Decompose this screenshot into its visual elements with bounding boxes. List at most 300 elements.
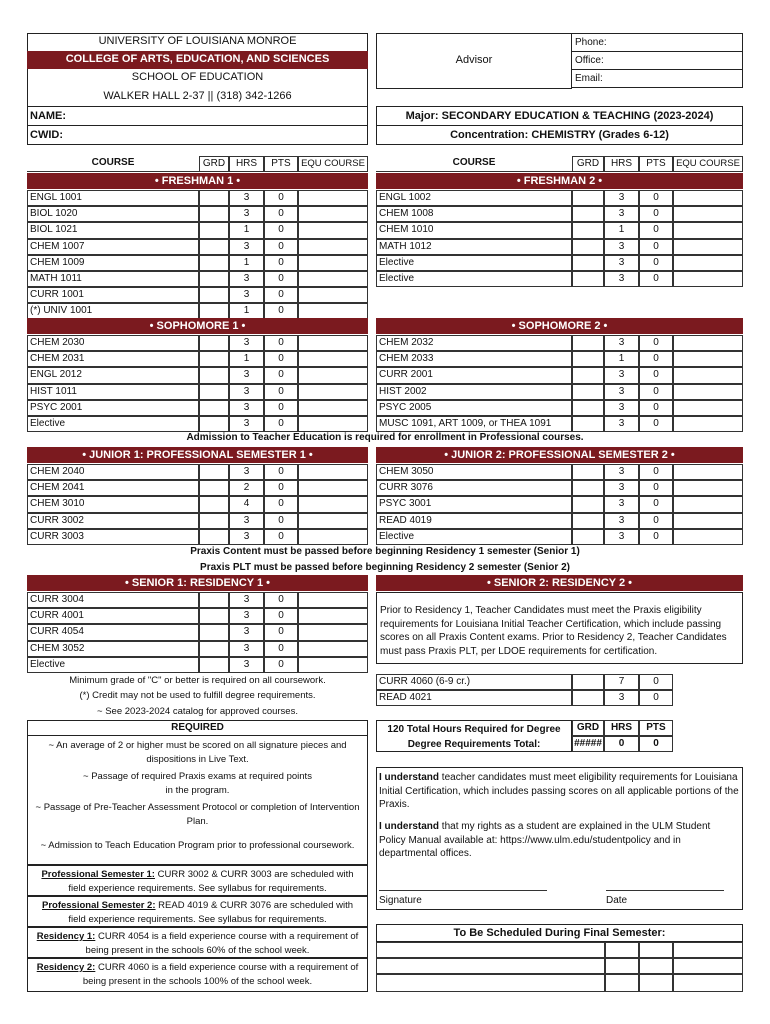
equivalent-course-cell[interactable] [673, 529, 743, 545]
course-name: MATH 1011 [27, 271, 199, 287]
grade-cell[interactable] [199, 271, 229, 287]
hours-cell: 3 [604, 335, 639, 351]
course-name: CHEM 2032 [376, 335, 572, 351]
points-cell: 0 [639, 222, 673, 238]
points-cell: 0 [264, 367, 298, 383]
equivalent-course-cell[interactable] [673, 400, 743, 416]
equivalent-course-cell[interactable] [673, 513, 743, 529]
hours-cell: 3 [604, 496, 639, 512]
points-cell: 0 [264, 496, 298, 512]
equivalent-course-cell[interactable] [673, 255, 743, 271]
equivalent-course-cell[interactable] [298, 641, 368, 657]
points-cell: 0 [639, 271, 673, 287]
points-cell: 0 [264, 529, 298, 545]
sophomore2-banner: • SOPHOMORE 2 • [376, 318, 743, 334]
grade-cell[interactable] [572, 190, 604, 206]
course-name: CURR 2001 [376, 367, 572, 383]
grade-cell[interactable] [572, 351, 604, 367]
course-name: CURR 3002 [27, 513, 199, 529]
points-cell: 0 [264, 239, 298, 255]
course-name: CURR 4001 [27, 608, 199, 624]
course-name: ENGL 2012 [27, 367, 199, 383]
understand-bold-2: I understand [379, 821, 440, 832]
course-name: READ 4019 [376, 513, 572, 529]
senior2-info-text: Prior to Residency 1, Teacher Candidates must meet the Praxis eligibility requirements for Louisiana Initial Teacher Certification, which include passing scores on all Praxis Content exams. Prior to Residency 2, Teacher Candidates must pass Praxis PLT, per LDOE requirements for certification. [380, 605, 727, 657]
equivalent-course-cell[interactable] [673, 271, 743, 287]
college-name: COLLEGE OF ARTS, EDUCATION, AND SCIENCES [27, 51, 368, 69]
hours-cell: 3 [229, 641, 264, 657]
hours-cell: 3 [229, 657, 264, 673]
grade-cell[interactable] [199, 657, 229, 673]
equivalent-course-cell[interactable] [673, 384, 743, 400]
grade-cell[interactable] [199, 206, 229, 222]
equivalent-course-cell[interactable] [298, 351, 368, 367]
hours-cell: 1 [604, 351, 639, 367]
phone-label: Phone: [575, 37, 607, 48]
final-course-cell[interactable] [376, 974, 605, 992]
catalog-note: ~ See 2023-2024 catalog for approved courses. [97, 706, 298, 717]
grade-cell[interactable] [572, 367, 604, 383]
understand-praxis [379, 771, 739, 812]
course-name: Elective [27, 657, 199, 673]
points-cell: 0 [264, 400, 298, 416]
equivalent-course-cell[interactable] [298, 271, 368, 287]
final-course-cell[interactable] [376, 942, 605, 958]
hours-cell: 3 [229, 335, 264, 351]
points-cell: 0 [639, 335, 673, 351]
grade-cell[interactable] [572, 464, 604, 480]
points-cell: 0 [639, 255, 673, 271]
course-name: MATH 1012 [376, 239, 572, 255]
col-hrs: HRS [604, 156, 639, 172]
final-course-cell[interactable] [376, 958, 605, 974]
hours-cell: 7 [604, 674, 639, 690]
points-cell: 0 [639, 416, 673, 432]
course-name: CHEM 2031 [27, 351, 199, 367]
sophomore1-banner: • SOPHOMORE 1 • [27, 318, 368, 334]
course-name: CHEM 1008 [376, 206, 572, 222]
hours-cell: 1 [604, 222, 639, 238]
total-grd-value: ##### [572, 736, 604, 752]
grade-cell[interactable] [572, 690, 604, 706]
course-name: CHEM 1010 [376, 222, 572, 238]
grade-cell[interactable] [199, 384, 229, 400]
hours-cell: 1 [229, 222, 264, 238]
course-name: Elective [376, 271, 572, 287]
university-name: UNIVERSITY OF LOUISIANA MONROE [98, 35, 297, 47]
final-grade-cell[interactable] [605, 942, 639, 958]
signature-line[interactable] [379, 890, 547, 891]
name-field[interactable] [27, 106, 368, 126]
final-grade-cell[interactable] [605, 958, 639, 974]
course-name: PSYC 3001 [376, 496, 572, 512]
total-hrs-label: HRS [604, 720, 639, 736]
total-pts-value: 0 [639, 736, 673, 752]
grade-cell[interactable] [199, 222, 229, 238]
grade-cell[interactable] [572, 513, 604, 529]
name-label: NAME: [30, 110, 67, 122]
grade-cell[interactable] [572, 206, 604, 222]
points-cell: 0 [264, 287, 298, 303]
advisor-label: Advisor [455, 54, 493, 66]
points-cell: 0 [264, 513, 298, 529]
hours-cell: 3 [604, 513, 639, 529]
admission-note: Admission to Teacher Education is required for enrollment in Professional courses. [186, 432, 584, 443]
equivalent-course-cell[interactable] [673, 190, 743, 206]
hours-cell: 3 [229, 529, 264, 545]
equivalent-course-cell[interactable] [298, 657, 368, 673]
course-name: HIST 2002 [376, 384, 572, 400]
date-label: Date [606, 895, 628, 906]
points-cell: 0 [264, 335, 298, 351]
col-pts: PTS [639, 156, 673, 172]
equivalent-course-cell[interactable] [298, 592, 368, 608]
grade-cell[interactable] [199, 239, 229, 255]
credit-note: (*) Credit may not be used to fulfill degree requirements. [79, 690, 316, 701]
equivalent-course-cell[interactable] [673, 496, 743, 512]
equivalent-course-cell[interactable] [298, 384, 368, 400]
equivalent-course-cell[interactable] [298, 608, 368, 624]
course-name: PSYC 2001 [27, 400, 199, 416]
equivalent-course-cell[interactable] [298, 529, 368, 545]
field-experience-text: CURR 4060 is a field experience course with a requirement of being present in the schools 100% of the school week. [82, 962, 359, 987]
points-cell: 0 [264, 255, 298, 271]
hours-cell: 3 [229, 624, 264, 640]
hours-cell: 1 [229, 303, 264, 319]
course-name: CURR 4060 (6-9 cr.) [376, 674, 572, 690]
hours-cell: 3 [604, 400, 639, 416]
hours-cell: 3 [229, 608, 264, 624]
col-grd: GRD [572, 156, 604, 172]
course-name: CURR 4054 [27, 624, 199, 640]
grade-cell[interactable] [572, 416, 604, 432]
school-name: SCHOOL OF EDUCATION [131, 71, 264, 83]
equivalent-course-cell[interactable] [298, 480, 368, 496]
course-name: CURR 3076 [376, 480, 572, 496]
understand-text-1: teacher candidates must meet eligibility requirements for Louisiana Initial Certification, which includes passing scores on all applicable portions of the Praxis. [379, 772, 739, 810]
points-cell: 0 [264, 624, 298, 640]
freshman1-banner: • FRESHMAN 1 • [27, 173, 368, 189]
hours-cell: 3 [604, 480, 639, 496]
equivalent-course-cell[interactable] [298, 513, 368, 529]
email-field[interactable] [571, 69, 743, 88]
field-experience-label: Residency 2: [36, 962, 96, 973]
equivalent-course-cell[interactable] [673, 367, 743, 383]
points-cell: 0 [639, 690, 673, 706]
hours-cell: 3 [604, 464, 639, 480]
points-cell: 0 [639, 367, 673, 383]
total-hrs-value: 0 [604, 736, 639, 752]
office-label: Office: [575, 55, 604, 66]
cwid-field[interactable] [27, 125, 368, 145]
equivalent-course-cell[interactable] [298, 496, 368, 512]
equivalent-course-cell[interactable] [298, 206, 368, 222]
min-grade-note: Minimum grade of "C" or better is required on all coursework. [69, 675, 326, 686]
final-points-cell[interactable] [673, 942, 743, 958]
total-hours-box [376, 720, 572, 752]
points-cell: 0 [264, 480, 298, 496]
total-pts-label: PTS [639, 720, 673, 736]
points-cell: 0 [264, 464, 298, 480]
hours-cell: 3 [229, 287, 264, 303]
points-cell: 0 [264, 303, 298, 319]
final-semester-title: To Be Scheduled During Final Semester: [376, 924, 743, 942]
equivalent-course-cell[interactable] [298, 367, 368, 383]
date-line[interactable] [606, 890, 724, 891]
grade-cell[interactable] [199, 351, 229, 367]
major-text: Major: SECONDARY EDUCATION & TEACHING (2023-2024) [376, 106, 743, 126]
points-cell: 0 [264, 592, 298, 608]
course-name: CURR 3004 [27, 592, 199, 608]
grade-cell[interactable] [199, 255, 229, 271]
points-cell: 0 [639, 496, 673, 512]
total-grd-label: GRD [572, 720, 604, 736]
points-cell: 0 [639, 351, 673, 367]
equivalent-course-cell[interactable] [298, 400, 368, 416]
field-experience-text: CURR 3002 & CURR 3003 are scheduled with field experience requirements. See syllabus for requirements. [68, 869, 354, 894]
course-name: CHEM 3050 [376, 464, 572, 480]
col-grd: GRD [199, 156, 229, 172]
course-name: CURR 3003 [27, 529, 199, 545]
points-cell: 0 [264, 608, 298, 624]
grade-cell[interactable] [199, 513, 229, 529]
points-cell: 0 [639, 400, 673, 416]
points-cell: 0 [639, 239, 673, 255]
grade-cell[interactable] [572, 496, 604, 512]
grade-cell[interactable] [199, 464, 229, 480]
junior2-banner: • JUNIOR 2: PROFESSIONAL SEMESTER 2 • [376, 447, 743, 463]
course-name: Elective [376, 255, 572, 271]
school-address: WALKER HALL 2-37 || (318) 342-1266 [103, 90, 292, 102]
hours-cell: 3 [604, 190, 639, 206]
col-pts: PTS [264, 156, 298, 172]
grade-cell[interactable] [199, 608, 229, 624]
hours-cell: 3 [229, 239, 264, 255]
equivalent-course-cell[interactable] [298, 335, 368, 351]
equivalent-course-cell[interactable] [298, 222, 368, 238]
hours-cell: 3 [604, 255, 639, 271]
course-name: Elective [376, 529, 572, 545]
hours-cell: 3 [604, 367, 639, 383]
grade-cell[interactable] [199, 641, 229, 657]
equivalent-course-cell[interactable] [298, 464, 368, 480]
hours-cell: 3 [229, 190, 264, 206]
field-experience-item [27, 927, 368, 958]
col-equ: EQU COURSE [673, 156, 743, 172]
understand-rights [379, 820, 739, 861]
hours-cell: 3 [229, 513, 264, 529]
praxis-plt-note: Praxis PLT must be passed before beginning Residency 2 semester (Senior 2) [200, 562, 570, 573]
course-name: BIOL 1020 [27, 206, 199, 222]
required-title: REQUIRED [27, 720, 368, 736]
grade-cell[interactable] [572, 400, 604, 416]
field-experience-item [27, 865, 368, 896]
equivalent-course-cell[interactable] [673, 416, 743, 432]
understand-bold-1: I understand [379, 772, 440, 783]
email-label: Email: [575, 73, 603, 84]
hours-cell: 3 [604, 271, 639, 287]
junior1-banner: • JUNIOR 1: PROFESSIONAL SEMESTER 1 • [27, 447, 368, 463]
grade-cell[interactable] [572, 674, 604, 690]
signature-label: Signature [379, 895, 422, 906]
senior2-info-box [376, 592, 743, 664]
hours-cell: 3 [229, 416, 264, 432]
freshman2-banner: • FRESHMAN 2 • [376, 173, 743, 189]
equivalent-course-cell[interactable] [298, 624, 368, 640]
hours-cell: 3 [604, 416, 639, 432]
required-item-2: ~ Passage of required Praxis exams at required points in the program. [83, 771, 312, 796]
grade-cell[interactable] [199, 592, 229, 608]
field-experience-label: Professional Semester 1: [41, 869, 155, 880]
equivalent-course-cell[interactable] [673, 351, 743, 367]
course-name: (*) UNIV 1001 [27, 303, 199, 319]
hours-cell: 3 [229, 464, 264, 480]
points-cell: 0 [264, 190, 298, 206]
field-experience-label: Residency 1: [36, 931, 96, 942]
course-name: READ 4021 [376, 690, 572, 706]
required-item-1: ~ An average of 2 or higher must be scored on all signature pieces and dispositions in Live Text. [48, 740, 347, 765]
grade-cell[interactable] [199, 190, 229, 206]
points-cell: 0 [639, 464, 673, 480]
field-experience-label: Professional Semester 2: [41, 900, 156, 911]
course-name: CHEM 3052 [27, 641, 199, 657]
grade-cell[interactable] [199, 480, 229, 496]
field-experience-text: CURR 4054 is a field experience course with a requirement of being present in the schools 60% of the school week. [85, 931, 359, 956]
required-item-3: ~ Passage of Pre-Teacher Assessment Protocol or completion of Intervention Plan. [35, 802, 360, 827]
points-cell: 0 [264, 384, 298, 400]
hours-cell: 3 [604, 206, 639, 222]
grade-cell[interactable] [572, 239, 604, 255]
degree-total-label: Degree Requirements Total: [407, 739, 541, 750]
col-course: COURSE [27, 156, 199, 172]
points-cell: 0 [264, 222, 298, 238]
equivalent-course-cell[interactable] [298, 190, 368, 206]
grade-cell[interactable] [572, 529, 604, 545]
equivalent-course-cell[interactable] [673, 206, 743, 222]
equivalent-course-cell[interactable] [673, 239, 743, 255]
hours-cell: 3 [229, 592, 264, 608]
grade-cell[interactable] [199, 335, 229, 351]
hours-cell: 3 [604, 690, 639, 706]
course-name: CHEM 2033 [376, 351, 572, 367]
praxis-content-note: Praxis Content must be passed before beginning Residency 1 semester (Senior 1) [190, 546, 580, 557]
equivalent-course-cell[interactable] [298, 255, 368, 271]
points-cell: 0 [639, 190, 673, 206]
course-name: Elective [27, 416, 199, 432]
equivalent-course-cell[interactable] [673, 480, 743, 496]
office-field[interactable] [571, 51, 743, 70]
points-cell: 0 [264, 351, 298, 367]
grade-cell[interactable] [199, 624, 229, 640]
grade-cell[interactable] [199, 496, 229, 512]
final-points-cell[interactable] [673, 974, 743, 992]
course-name: ENGL 1002 [376, 190, 572, 206]
cwid-label: CWID: [30, 129, 63, 141]
hours-cell: 1 [229, 255, 264, 271]
equivalent-course-cell[interactable] [298, 416, 368, 432]
grade-cell[interactable] [199, 367, 229, 383]
hours-cell: 3 [229, 271, 264, 287]
understand-text-2: that my rights as a student are explained in the ULM Student Policy Manual available at: https://www.ulm.edu/studentpolicy and in departmental offices. [379, 821, 711, 859]
course-name: MUSC 1091, ART 1009, or THEA 1091 [376, 416, 572, 432]
senior1-banner: • SENIOR 1: RESIDENCY 1 • [27, 575, 368, 591]
points-cell: 0 [639, 480, 673, 496]
field-experience-item [27, 896, 368, 927]
required-item-4: ~ Admission to Teach Education Program prior to professional coursework. [40, 840, 355, 851]
points-cell: 0 [639, 529, 673, 545]
final-hours-cell[interactable] [639, 974, 673, 992]
hours-cell: 3 [229, 367, 264, 383]
grade-cell[interactable] [199, 416, 229, 432]
hours-cell: 3 [229, 400, 264, 416]
hours-cell: 3 [229, 206, 264, 222]
grade-cell[interactable] [199, 529, 229, 545]
final-grade-cell[interactable] [605, 974, 639, 992]
course-name: BIOL 1021 [27, 222, 199, 238]
senior2-banner: • SENIOR 2: RESIDENCY 2 • [376, 575, 743, 591]
grade-cell[interactable] [572, 480, 604, 496]
col-equ: EQU COURSE [298, 156, 368, 172]
course-name: PSYC 2005 [376, 400, 572, 416]
course-name: CHEM 1009 [27, 255, 199, 271]
grade-cell[interactable] [572, 335, 604, 351]
grade-cell[interactable] [199, 287, 229, 303]
final-points-cell[interactable] [673, 958, 743, 974]
course-name: CHEM 2030 [27, 335, 199, 351]
hours-cell: 3 [604, 529, 639, 545]
final-hours-cell[interactable] [639, 958, 673, 974]
points-cell: 0 [264, 416, 298, 432]
hours-cell: 3 [604, 239, 639, 255]
equivalent-course-cell[interactable] [298, 287, 368, 303]
points-cell: 0 [639, 384, 673, 400]
col-hrs: HRS [229, 156, 264, 172]
course-name: HIST 1011 [27, 384, 199, 400]
equivalent-course-cell[interactable] [298, 239, 368, 255]
course-name: CHEM 3010 [27, 496, 199, 512]
points-cell: 0 [639, 674, 673, 690]
points-cell: 0 [264, 641, 298, 657]
grade-cell[interactable] [572, 271, 604, 287]
equivalent-course-cell[interactable] [673, 335, 743, 351]
grade-cell[interactable] [572, 384, 604, 400]
course-name: CURR 1001 [27, 287, 199, 303]
points-cell: 0 [264, 206, 298, 222]
concentration-text: Concentration: CHEMISTRY (Grades 6-12) [376, 125, 743, 145]
equivalent-course-cell[interactable] [673, 222, 743, 238]
grade-cell[interactable] [199, 400, 229, 416]
phone-field[interactable] [571, 33, 743, 52]
hours-cell: 1 [229, 351, 264, 367]
points-cell: 0 [264, 657, 298, 673]
course-name: CHEM 1007 [27, 239, 199, 255]
final-hours-cell[interactable] [639, 942, 673, 958]
points-cell: 0 [264, 271, 298, 287]
points-cell: 0 [639, 206, 673, 222]
course-name: CHEM 2040 [27, 464, 199, 480]
field-experience-item [27, 958, 368, 992]
course-name: CHEM 2041 [27, 480, 199, 496]
field-experience-text: READ 4019 & CURR 3076 are scheduled with field experience requirements. See syllabus for requirements. [68, 900, 354, 925]
points-cell: 0 [639, 513, 673, 529]
grade-cell[interactable] [572, 255, 604, 271]
col-course: COURSE [376, 156, 572, 172]
equivalent-course-cell[interactable] [673, 464, 743, 480]
hours-cell: 2 [229, 480, 264, 496]
hours-cell: 3 [604, 384, 639, 400]
grade-cell[interactable] [572, 222, 604, 238]
total-hours-required: 120 Total Hours Required for Degree [387, 724, 561, 735]
